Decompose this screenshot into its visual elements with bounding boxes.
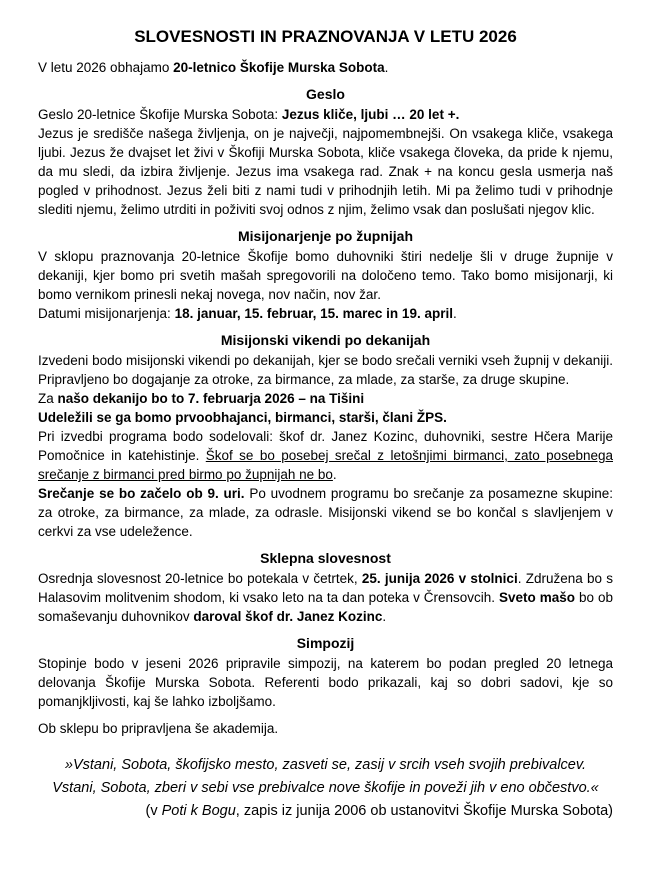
program-underlined-note: Škof se bo posebej srečal z letošnjimi birmanci, zato posebnega srečanje z birmanci pred birmo po župnijah ne bo [38,448,613,482]
dekanija-lead: Za [38,391,58,406]
geslo-motto-lead: Geslo 20-letnice Škofije Murska Sobota: [38,107,282,122]
geslo-body-paragraph: Jezus je središče našega življenja, on je največji, najpomembnejši. On vsakega kliče, vsakega ljubi. Jezus že dvajset let živi v Škofiji Murska Sobota, kliče vsakega človeka, da pride k njemu, da mu sledi, da izbira življenje. Jezus ima vsakega rad. Znak + na koncu gesla usmerja naš pogled v prihodnost. Jezus želi biti z nami tudi v prihodnjih letih. Mi pa želimo tudi v prihodnje slediti njemu, želimo utrditi in poživiti svoj odnos z njim, želimo vsak dan poslušati njegov klic. [38,126,613,217]
heading-misijonarjenje: Misijonarjenje po župnijah [237,228,413,244]
vikendi-schedule-paragraph [38,484,613,541]
sklepna-bold-mass: Sveto mašo [499,590,576,605]
sklepna-bold-bishop: daroval škof dr. Janez Kozinc [193,609,383,624]
attribution-rest: , zapis iz junija 2006 ob ustanovitvi Škofije Murska Sobota) [235,803,613,819]
geslo-motto-paragraph [38,105,613,124]
intro-paragraph [38,58,613,77]
sklepna-body-paragraph [38,569,613,626]
program-lead: Pri izvedbi programa bodo sodelovali: škof dr. Janez Kozinc, duhovniki, sestre Hčera Marije Pomočnice in katehistinje. [38,429,613,463]
dates-lead: Datumi misijonarjenja: [38,306,175,321]
vikendi-dekanija-line [38,389,613,408]
participants-bold: Udeležili se ga bomo prvoobhajanci, birmanci, starši, člani ŽPS. [38,410,447,425]
sklepna-mid: . Združena bo s Halasovim molitvenim shodom, ki vsako leto na ta dan poteka v Črensovcih. [38,571,613,605]
attribution-source-italic: Poti k Bogu [161,803,236,819]
simpozij-body-paragraph: Stopinje bodo v jeseni 2026 pripravile simpozij, na katerem bo podan pregled 20 letnega delovanja Škofije Murska Sobota. Referenti bodo prikazali, kaj so dobri sadovi, kje so pomanjkljivosti, kaj še lahko izboljšamo. [38,656,613,709]
sklepna-period: . [382,609,387,624]
intro-period: . [384,60,389,75]
misijonarjenje-body-paragraph: V sklopu praznovanja 20-letnice Škofije bomo duhovniki štiri nedelje šli v druge župnije v dekaniji, kjer bomo pri svetih mašah spregovorili na določeno temo. Tako bomo misijonarji, ki bomo vernikom prinesli nekaj novega, nov način, nov žar. [38,249,613,302]
misijonarjenje-dates-paragraph [38,304,613,323]
sklepna-mid2: bo ob somaševanju duhovnikov [38,590,613,624]
vikendi-body-paragraph: Izvedeni bodo misijonski vikendi po dekanijah, kjer se bodo srečali verniki vseh župnij v dekaniji. Pripravljeno bo dogajanje za otroke, za birmance, za mlade, za starše, za druge skupine. [38,353,613,387]
dates-period: . [452,306,457,321]
heading-sklepna: Sklepna slovesnost [260,550,391,566]
quote-attribution [38,800,613,823]
program-period: . [332,467,337,482]
vikendi-program-paragraph [38,427,613,484]
intro-bold-anniversary: 20-letnico Škofije Murska Sobota [173,60,385,75]
vikendi-participants-line [38,408,613,427]
simpozij-akademija-line: Ob sklepu bo pripravljena še akademija. [38,721,279,736]
heading-geslo: Geslo [306,86,345,102]
document-title: SLOVESNOSTI IN PRAZNOVANJA V LETU 2026 [134,27,517,46]
geslo-motto-bold: Jezus kliče, ljubi … 20 let +. [281,107,460,122]
heading-vikendi: Misijonski vikendi po dekanijah [220,332,431,348]
schedule-bold-time: Srečanje se bo začelo ob 9. uri. [38,486,245,501]
sklepna-lead: Osrednja slovesnost 20-letnice bo potekala v četrtek, [38,571,362,586]
attribution-lead: (v [145,803,162,819]
dates-bold: 18. januar, 15. februar, 15. marec in 19. april [174,306,453,321]
schedule-rest: Po uvodnem programu bo srečanje za posamezne skupine: za otroke, za birmance, za mlade, za odrasle. Misijonski vikend se bo končal s slavljenjem v cerkvi za vse udeležence. [38,486,613,539]
dekanija-bold-date: našo dekanijo bo to 7. februarja 2026 – na Tišini [57,391,365,406]
sklepna-bold-date: 25. junija 2026 v stolnici [361,571,518,586]
closing-quote [38,754,613,823]
intro-text: V letu 2026 obhajamo [38,60,174,75]
quote-line-2: Vstani, Sobota, zberi v sebi vse prebivalce nove škofije in poveži jih v eno občestvo.« [52,780,599,796]
quote-line-1: »Vstani, Sobota, škofijsko mesto, zasveti se, zasij v srcih vseh svojih prebivalcev. [64,757,587,773]
heading-simpozij: Simpozij [296,635,355,651]
